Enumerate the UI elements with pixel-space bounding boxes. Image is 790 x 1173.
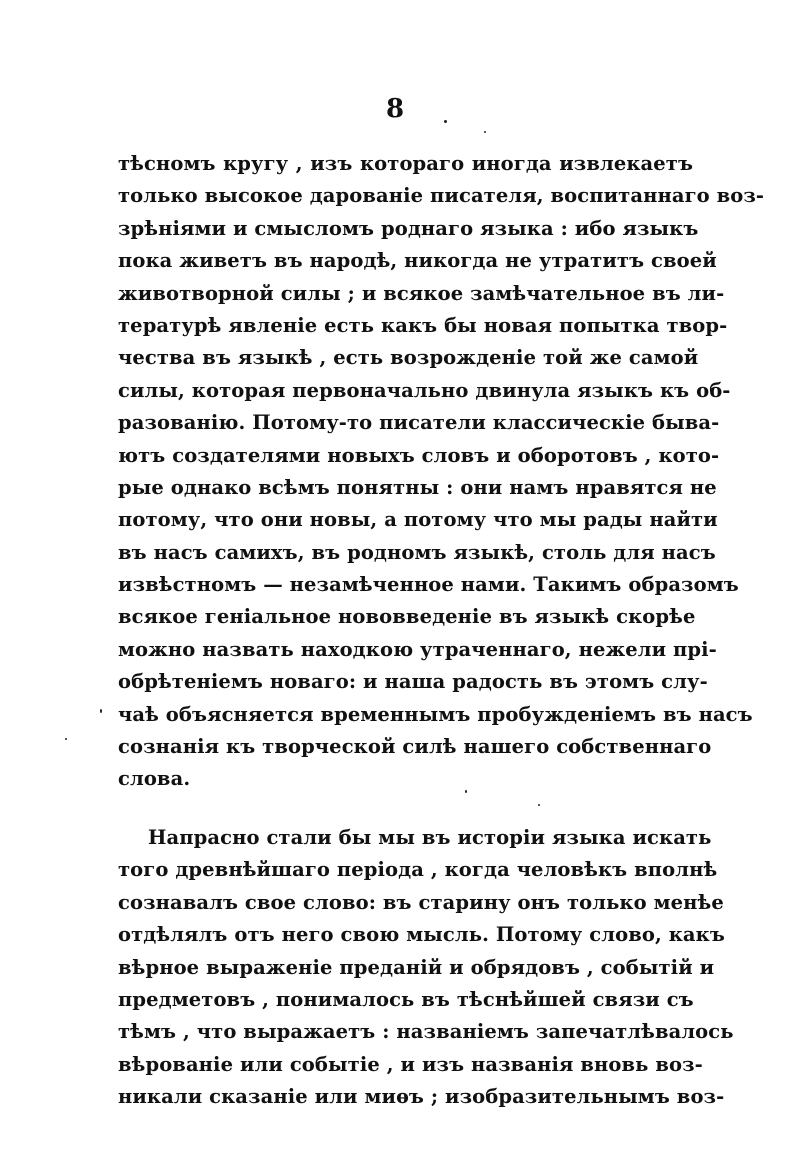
text-line: отдѣлялъ отъ него свою мысль. Потому слово, какъ <box>118 923 725 947</box>
text-line: чаѣ объясняется временнымъ пробужденіемъ въ насъ <box>118 702 753 726</box>
text-line: сознавалъ свое слово: въ старину онъ только менѣе <box>118 890 724 914</box>
text-line: чества въ языкѣ , есть возрожденіе той же самой <box>118 346 699 370</box>
text-line: только высокое дарованіе писателя, воспитаннаго воз- <box>118 184 765 208</box>
scan-speck <box>100 709 102 713</box>
text-line: тѣмъ , что выражаетъ : названіемъ запечатлѣвалось <box>118 1020 734 1044</box>
text-line: можно назвать находкою утраченнаго, нежели прі- <box>118 637 717 661</box>
text-line: разованію. Потому-то писатели классическіе быва- <box>118 411 720 435</box>
text-line: того древнѣйшаго періода , когда человѣкъ вполнѣ <box>118 858 718 882</box>
text-line: никали сказаніе или миѳъ ; изобразительнымъ воз- <box>118 1085 725 1109</box>
text-line: потому, что они новы, а потому что мы рады найти <box>118 508 718 532</box>
text-line: зрѣніями и смысломъ роднаго языка : ибо языкъ <box>118 216 699 240</box>
text-line: извѣстномъ — незамѣченное нами. Такимъ образомъ <box>118 573 739 597</box>
text-line: всякое геніальное нововведеніе въ языкѣ скорѣе <box>118 605 696 629</box>
text-line: тѣсномъ кругу , изъ котораго иногда извлекаетъ <box>118 152 693 175</box>
text-line: тературѣ явленіе есть какъ бы новая попытка твор- <box>118 313 728 337</box>
paragraph-1 <box>118 148 765 796</box>
text-line: Напрасно стали бы мы въ исторіи языка искать <box>148 826 712 849</box>
scan-speck <box>65 738 67 740</box>
text-line: предметовъ , понималось въ тѣснѣйшей связи съ <box>118 987 694 1011</box>
text-line: вѣрное выраженіе преданій и обрядовъ , событій и <box>118 955 715 979</box>
text-line: ютъ создателями новыхъ словъ и оборотовъ , кото- <box>118 443 720 467</box>
page-number: 8 <box>385 94 405 124</box>
paragraph-2 <box>118 822 734 1114</box>
scan-speck <box>465 790 467 793</box>
text-line: въ насъ самихъ, въ родномъ языкѣ, столь для насъ <box>118 540 716 564</box>
text-line: вѣрованіе или событіе , и изъ названія вновь воз- <box>118 1052 703 1076</box>
text-line: силы, которая первоначально двинула языкъ къ об- <box>118 378 731 402</box>
scan-speck <box>484 131 486 133</box>
text-line: сознанія къ творческой силѣ нашего собственнаго <box>118 735 712 759</box>
text-line: пока живетъ въ народѣ, никогда не утратитъ своей <box>118 249 717 273</box>
text-line: слова. <box>118 767 191 791</box>
text-line: рые однако всѣмъ понятны : они намъ нравятся не <box>118 475 717 499</box>
scan-speck <box>538 804 540 806</box>
text-line: обрѣтеніемъ новаго: и наша радость въ этомъ слу- <box>118 670 708 694</box>
text-line: животворной силы ; и всякое замѣчательное въ ли- <box>118 281 725 305</box>
scan-speck <box>444 120 447 123</box>
